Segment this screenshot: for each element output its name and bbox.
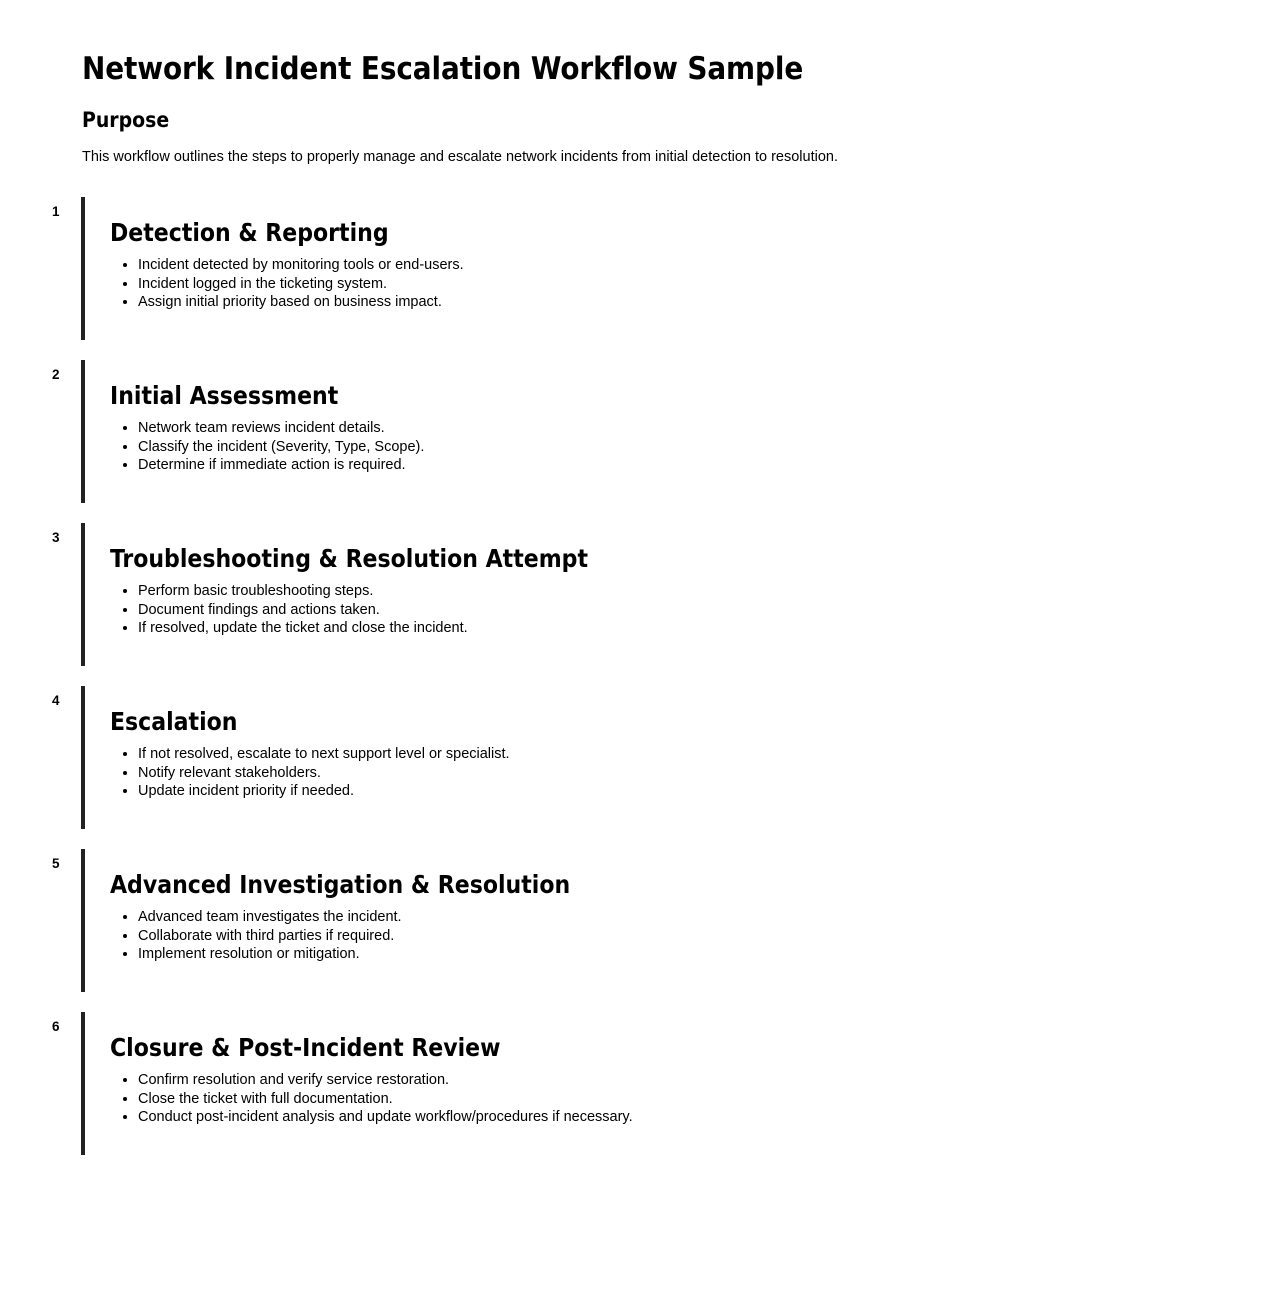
step-number: 2 <box>52 366 60 382</box>
workflow-step <box>0 360 1278 503</box>
step-bullet-list <box>110 908 1278 965</box>
list-item: • Determine if immediate action is required. <box>138 456 1278 475</box>
list-item: • Notify relevant stakeholders. <box>138 764 1278 783</box>
step-bullet-list <box>110 419 1278 476</box>
document-header <box>0 0 1278 167</box>
step-bullet-list <box>110 256 1278 313</box>
step-body <box>110 1012 1278 1128</box>
step-heading: Advanced Investigation & Resolution <box>110 869 571 899</box>
step-accent-bar <box>81 197 85 340</box>
page-title: Network Incident Escalation Workflow Sample <box>82 51 804 87</box>
step-body <box>110 686 1278 802</box>
step-body <box>110 523 1278 639</box>
list-item: • Conduct post-incident analysis and update workflow/procedures if necessary. <box>138 1108 1278 1127</box>
step-number: 3 <box>52 529 60 545</box>
step-heading: Escalation <box>110 706 238 736</box>
list-item: • Collaborate with third parties if required. <box>138 927 1278 946</box>
step-number: 6 <box>52 1018 60 1034</box>
step-heading: Initial Assessment <box>110 380 339 410</box>
step-heading: Closure & Post-Incident Review <box>110 1032 501 1062</box>
step-number: 4 <box>52 692 60 708</box>
workflow-step <box>0 197 1278 340</box>
step-number: 5 <box>52 855 60 871</box>
step-accent-bar <box>81 849 85 992</box>
list-item: • Document findings and actions taken. <box>138 601 1278 620</box>
list-item: • Update incident priority if needed. <box>138 782 1278 801</box>
list-item: • Confirm resolution and verify service restoration. <box>138 1071 1278 1090</box>
list-item: • Incident logged in the ticketing system. <box>138 275 1278 294</box>
list-item: • Close the ticket with full documentation. <box>138 1090 1278 1109</box>
list-item: • Advanced team investigates the incident. <box>138 908 1278 927</box>
purpose-paragraph: This workflow outlines the steps to properly manage and escalate network incidents from initial detection to resolution. <box>82 148 839 165</box>
step-accent-bar <box>81 686 85 829</box>
step-bullet-list <box>110 1071 1278 1128</box>
purpose-heading: Purpose <box>82 107 170 132</box>
step-bullet-list <box>110 582 1278 639</box>
list-item: • If not resolved, escalate to next support level or specialist. <box>138 745 1278 764</box>
list-item: • Perform basic troubleshooting steps. <box>138 582 1278 601</box>
step-accent-bar <box>81 1012 85 1155</box>
list-item: • Assign initial priority based on business impact. <box>138 293 1278 312</box>
workflow-step <box>0 849 1278 992</box>
step-accent-bar <box>81 523 85 666</box>
step-heading: Troubleshooting & Resolution Attempt <box>110 543 588 573</box>
list-item: • Network team reviews incident details. <box>138 419 1278 438</box>
list-item: • Incident detected by monitoring tools or end-users. <box>138 256 1278 275</box>
step-heading: Detection & Reporting <box>110 217 389 247</box>
list-item: • Implement resolution or mitigation. <box>138 945 1278 964</box>
step-bullet-list <box>110 745 1278 802</box>
workflow-step-list <box>0 197 1278 1155</box>
workflow-step <box>0 686 1278 829</box>
step-body <box>110 849 1278 965</box>
step-body <box>110 197 1278 313</box>
list-item: • Classify the incident (Severity, Type, Scope). <box>138 438 1278 457</box>
workflow-step <box>0 1012 1278 1155</box>
step-number: 1 <box>52 203 60 219</box>
workflow-step <box>0 523 1278 666</box>
list-item: • If resolved, update the ticket and close the incident. <box>138 619 1278 638</box>
step-accent-bar <box>81 360 85 503</box>
step-body <box>110 360 1278 476</box>
